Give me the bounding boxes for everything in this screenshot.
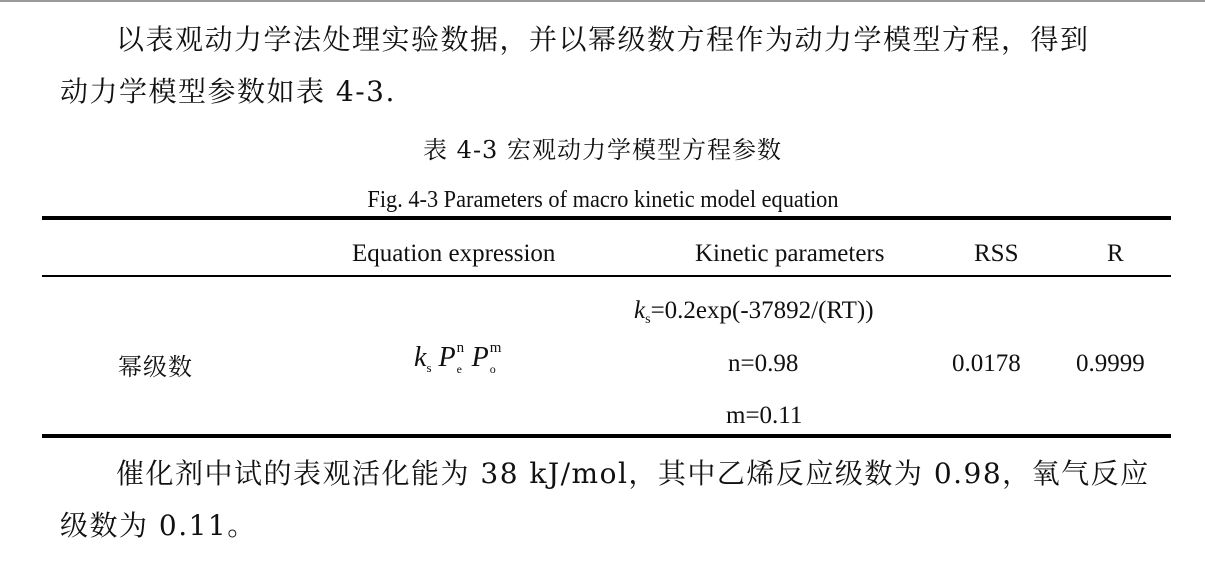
table-header-rule <box>42 275 1171 277</box>
header-equation-expression: Equation expression <box>352 240 556 267</box>
kinetic-k-value: =0.2exp(-37892/(RT)) <box>650 297 874 324</box>
oxygen-order-exponent: m <box>489 340 502 356</box>
intro-paragraph <box>60 14 1170 118</box>
header-kinetic-parameters: Kinetic parameters <box>695 240 885 267</box>
r-value: 0.9999 <box>1076 350 1145 377</box>
header-r: R <box>1107 240 1124 267</box>
rate-constant-symbol: k <box>414 342 427 373</box>
kinetic-k-symbol: k <box>634 297 646 324</box>
model-name-cell: 幂级数 <box>118 353 193 381</box>
kinetic-order-m: m=0.11 <box>726 402 803 429</box>
intro-paragraph-line-1: 以表观动力学法处理实验数据，并以幂级数方程作为动力学模型方程，得到 <box>116 23 1090 56</box>
rss-value: 0.0178 <box>952 350 1021 377</box>
rate-constant-subscript: s <box>426 360 432 375</box>
conclusion-paragraph-line-2: 级数为 0.11。 <box>60 509 257 542</box>
kinetic-order-n: n=0.98 <box>728 350 799 377</box>
table-bottom-rule <box>42 434 1171 438</box>
conclusion-paragraph <box>60 448 1170 552</box>
table-top-rule <box>42 216 1171 220</box>
ethylene-pressure-symbol: P <box>438 342 456 373</box>
table-caption-chinese: 表 4-3 宏观动力学模型方程参数 <box>423 136 782 164</box>
kinetic-k-subscript: s <box>645 312 651 327</box>
oxygen-pressure-subscript: o <box>489 362 496 376</box>
kinetic-rate-constant <box>634 297 874 328</box>
oxygen-pressure-symbol: P <box>471 342 489 373</box>
ethylene-order-exponent: n <box>456 340 465 356</box>
header-rss: RSS <box>974 240 1019 267</box>
conclusion-paragraph-line-1: 催化剂中试的表观活化能为 38 kJ/mol，其中乙烯反应级数为 0.98，氧气反应 <box>116 457 1150 490</box>
equation-expression-cell <box>414 342 511 376</box>
page-top-border <box>0 0 1205 2</box>
table-caption-english: Fig. 4-3 Parameters of macro kinetic model equation <box>367 187 839 213</box>
intro-paragraph-line-2: 动力学模型参数如表 4-3. <box>60 75 396 108</box>
ethylene-pressure-subscript: e <box>456 362 462 376</box>
